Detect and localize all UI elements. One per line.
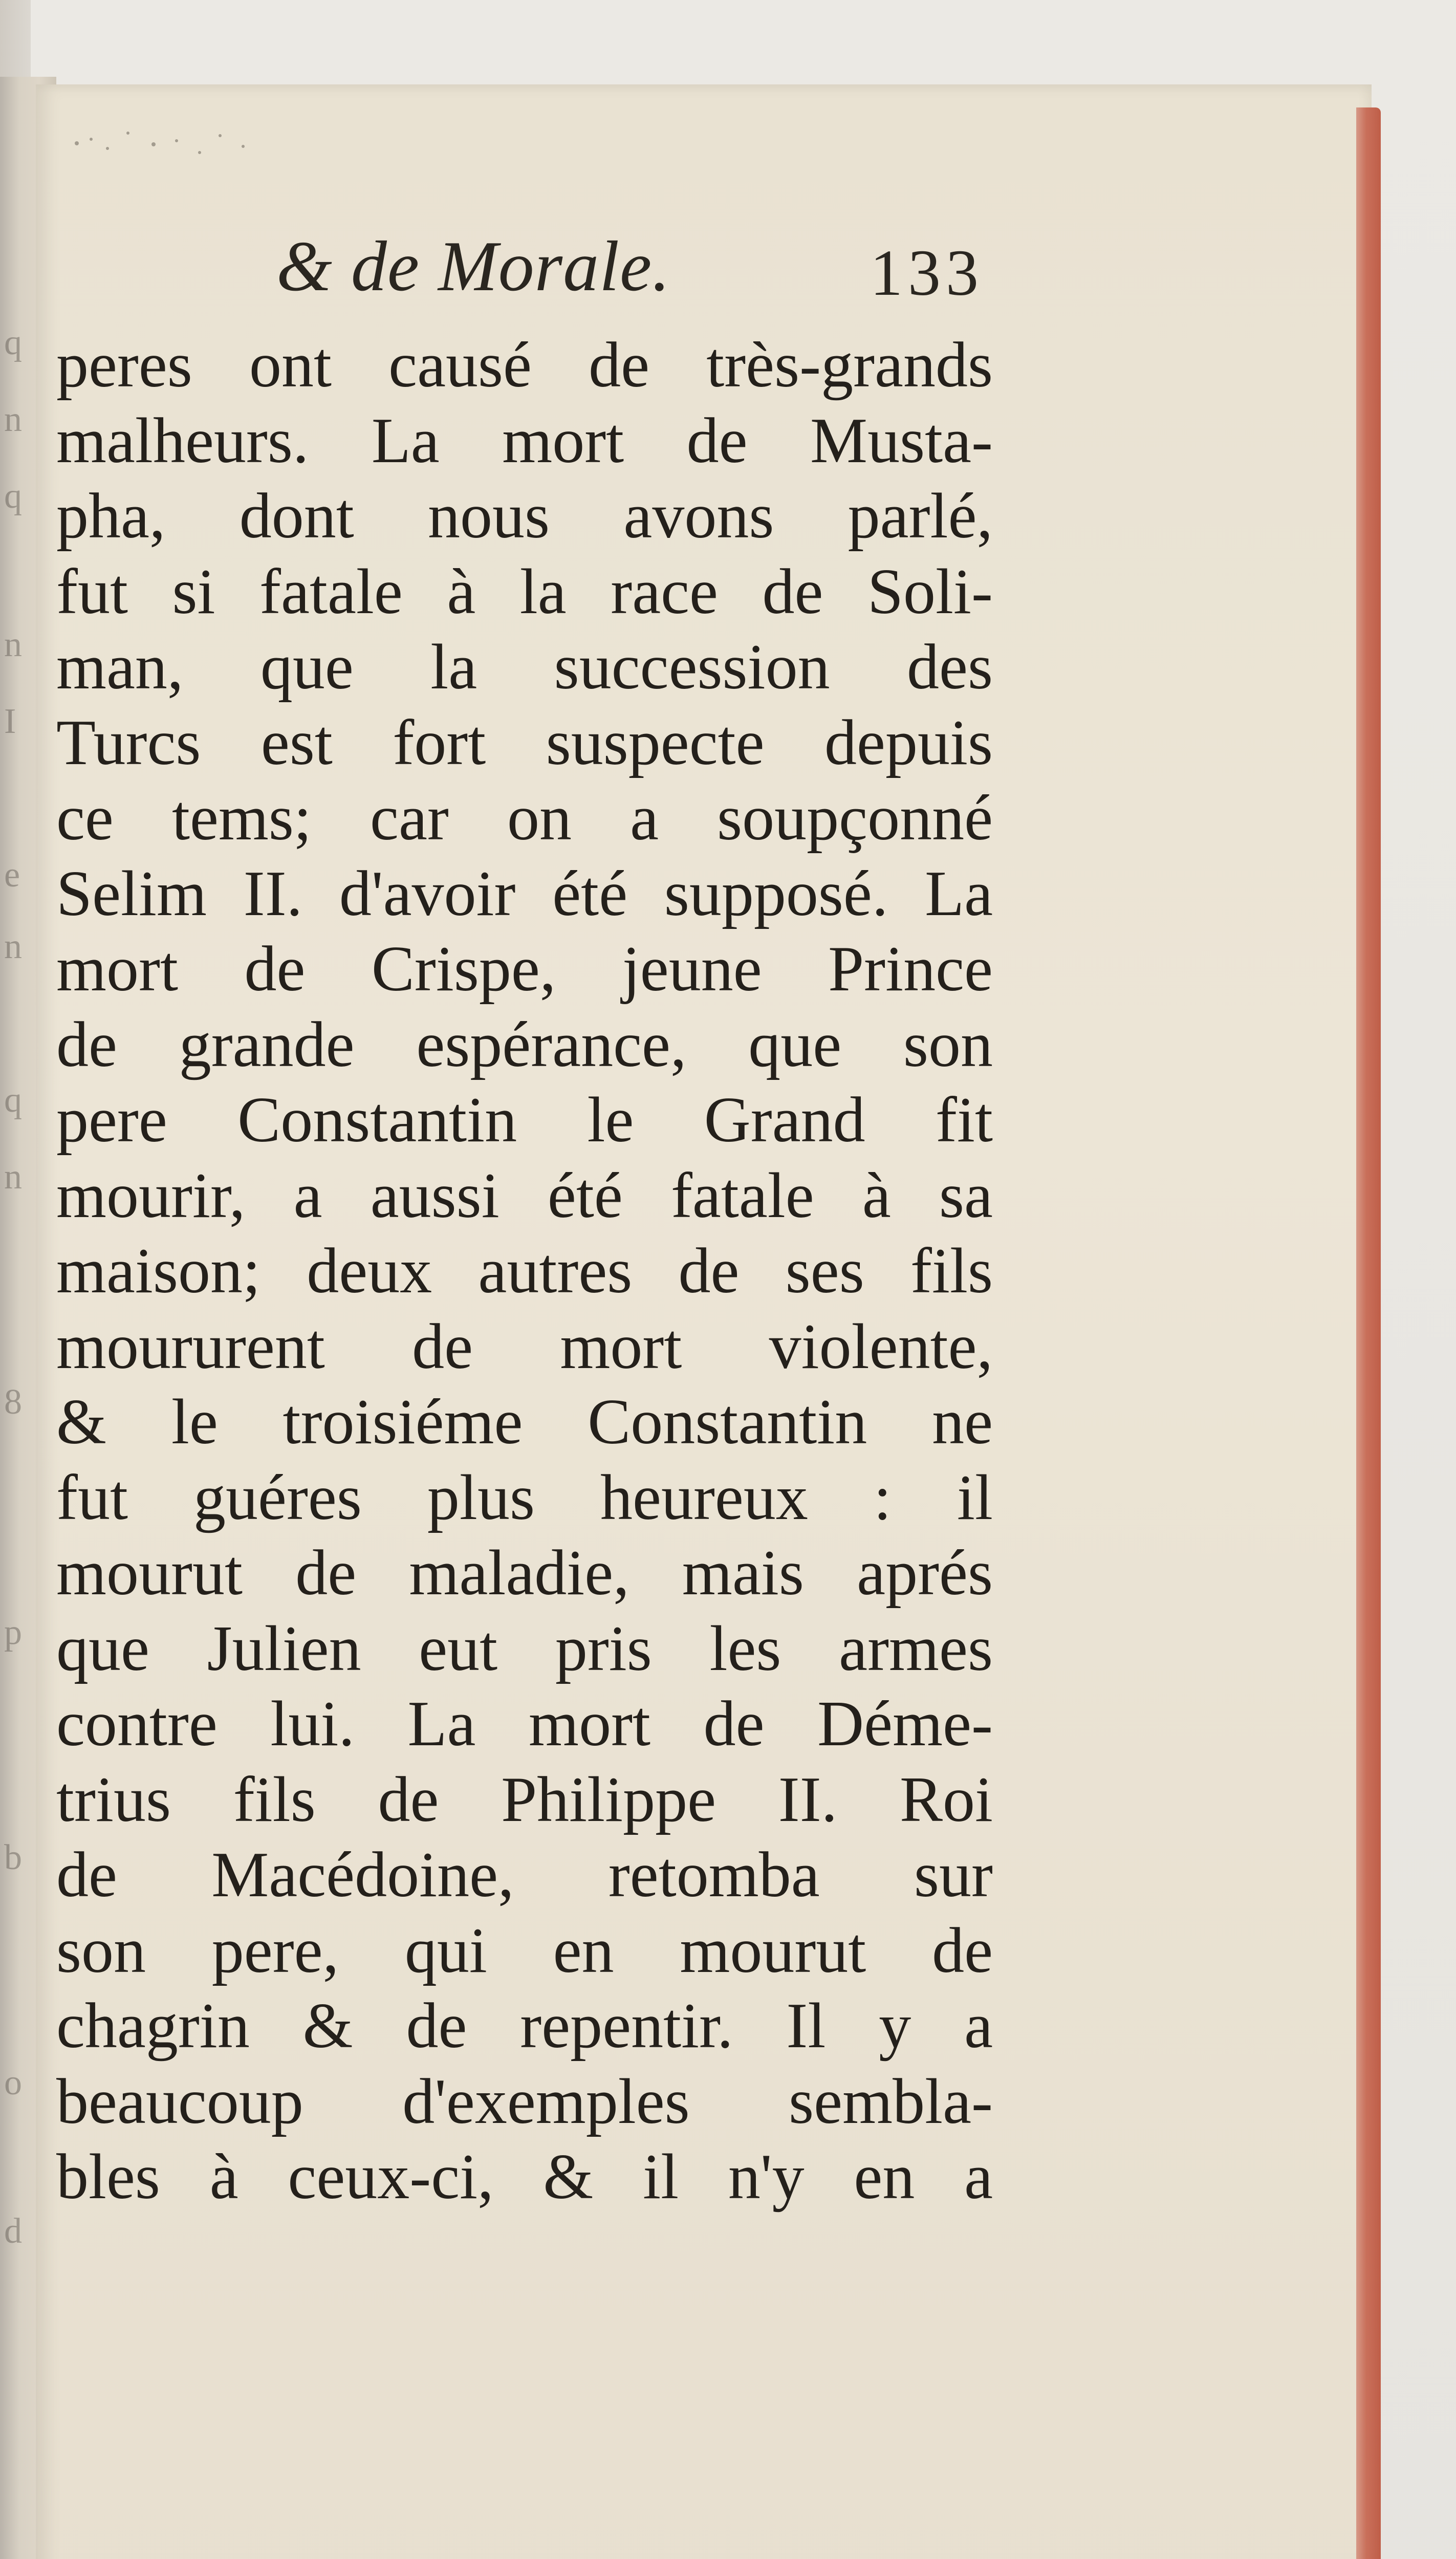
text-line: moururent de mort violente,	[56, 1311, 993, 1382]
bleed-through-glyph: 8	[4, 1382, 22, 1422]
text-line: pha, dont nous avons parlé,	[56, 481, 993, 552]
text-line: mort de Crispe, jeune Prince	[56, 934, 993, 1005]
text-line: Turcs est fort suspecte depuis	[56, 707, 993, 778]
bleed-through-glyph: n	[4, 1157, 22, 1197]
text-line: de Macédoine, retomba sur	[56, 1839, 993, 1911]
bleed-through-glyph: o	[4, 2063, 22, 2102]
bleed-through-glyph: d	[4, 2211, 22, 2251]
bleed-through-glyph: e	[4, 855, 20, 895]
text-line: ce tems; car on a soupçonné	[56, 783, 993, 854]
text-line: & le troisiéme Constantin ne	[56, 1386, 993, 1458]
text-line: peres ont causé de très-grands	[56, 330, 993, 401]
bleed-through-glyph: I	[4, 702, 16, 741]
ink-specks	[67, 113, 261, 169]
bleed-through-glyph: q	[4, 1080, 22, 1120]
bleed-through-glyph: n	[4, 927, 22, 966]
text-line: man, que la succession des	[56, 632, 993, 703]
text-line: bles à ceux-ci, & il n'y en a	[56, 2141, 993, 2213]
text-line: trius fils de Philippe II. Roi	[56, 1764, 993, 1835]
text-line: mourir, a aussi été fatale à sa	[56, 1160, 993, 1231]
running-head: & de Morale.	[276, 227, 671, 306]
text-line: contre lui. La mort de Déme-	[56, 1688, 993, 1760]
bleed-through-glyph: b	[4, 1838, 22, 1877]
text-line: chagrin & de repentir. Il y a	[56, 1990, 993, 2062]
red-page-edge	[1356, 107, 1381, 2559]
text-line: mourut de maladie, mais aprés	[56, 1537, 993, 1609]
text-line: Selim II. d'avoir été supposé. La	[56, 858, 993, 929]
text-line: son pere, qui en mourut de	[56, 1915, 993, 1986]
text-line: de grande espérance, que son	[56, 1009, 993, 1080]
bleed-through-glyph: n	[4, 625, 22, 664]
text-line: que Julien eut pris les armes	[56, 1613, 993, 1684]
text-line: pere Constantin le Grand fit	[56, 1085, 993, 1156]
bleed-through-glyph: q	[4, 476, 22, 516]
page-number: 133	[870, 236, 984, 309]
bleed-through-glyph: q	[4, 323, 22, 362]
text-line: maison; deux autres de ses fils	[56, 1235, 993, 1307]
body-text	[56, 328, 993, 2215]
text-line: malheurs. La mort de Musta-	[56, 405, 993, 476]
bleed-through-glyph: p	[4, 1613, 22, 1652]
text-line: fut si fatale à la race de Soli-	[56, 556, 993, 627]
text-line: beaucoup d'exemples sembla-	[56, 2066, 993, 2137]
text-line: fut guéres plus heureux : il	[56, 1462, 993, 1533]
bleed-through-glyph: n	[4, 400, 22, 439]
